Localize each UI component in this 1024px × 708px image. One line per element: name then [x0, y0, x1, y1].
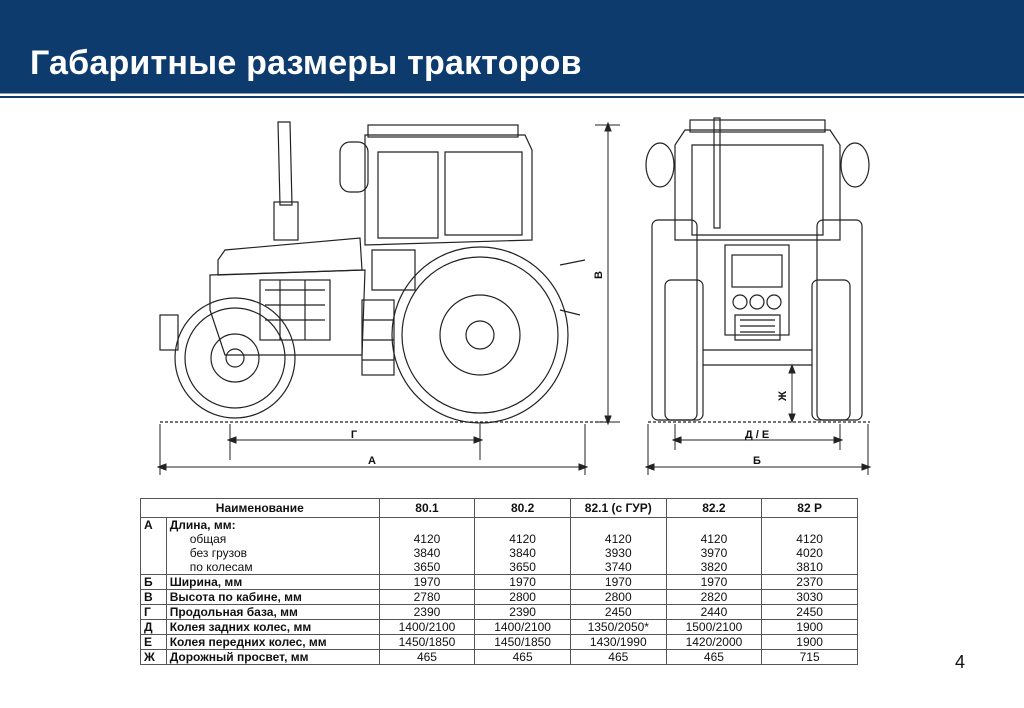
header-model: 80.1	[379, 499, 475, 518]
header-name: Наименование	[141, 499, 380, 518]
cell-value: 3810	[796, 560, 823, 574]
cell-value: 4120	[509, 532, 536, 546]
dim-label-b: Б	[753, 455, 761, 467]
dim-label-a: А	[368, 455, 376, 467]
cell-value: 465	[475, 650, 571, 665]
row-values	[666, 518, 762, 575]
row-name-label: Продольная база, мм	[169, 605, 298, 619]
cell-value: 715	[762, 650, 858, 665]
row-name	[166, 590, 379, 605]
cell-value: 3740	[604, 560, 632, 574]
row-code: А	[141, 518, 167, 575]
row-name	[166, 620, 379, 635]
table-header-row	[141, 499, 858, 518]
cell-value: 2390	[475, 605, 571, 620]
table-row	[141, 605, 858, 620]
row-code: Ж	[141, 650, 167, 665]
cell-value: 1450/1850	[475, 635, 571, 650]
row-name-label: Дорожный просвет, мм	[169, 650, 309, 664]
cell-value: 4120	[604, 532, 632, 546]
row-name	[166, 635, 379, 650]
row-values	[570, 518, 666, 575]
header-divider	[0, 93, 1024, 98]
specs-table	[140, 498, 858, 665]
cell-value: 1500/2100	[666, 620, 762, 635]
cell-value: 1430/1990	[570, 635, 666, 650]
header-model: 82.1 (с ГУР)	[570, 499, 666, 518]
page-number: 4	[955, 652, 966, 672]
cell-value: 4120	[700, 532, 728, 546]
cell-value: 2800	[570, 590, 666, 605]
cell-value: 4120	[796, 532, 823, 546]
row-values	[762, 518, 858, 575]
cell-value: 2800	[475, 590, 571, 605]
table-row	[141, 518, 858, 575]
cell-value: 3030	[762, 590, 858, 605]
table-row	[141, 575, 858, 590]
row-name-label: Высота по кабине, мм	[169, 590, 302, 604]
slide-title: Габаритные размеры тракторов	[30, 44, 582, 82]
row-name-label: Колея передних колес, мм	[169, 635, 327, 649]
header-model: 80.2	[475, 499, 571, 518]
row-code: Е	[141, 635, 167, 650]
cell-value: 3930	[604, 546, 632, 560]
row-name-label: Длина, мм:	[169, 518, 236, 532]
table-row	[141, 620, 858, 635]
cell-value: 1900	[762, 635, 858, 650]
dim-label-track: Д / Е	[744, 429, 770, 441]
row-sub-label: без грузов	[189, 546, 248, 560]
tractor-drawing-svg	[140, 110, 880, 480]
row-sub-label: общая	[189, 532, 227, 546]
cell-value: 1970	[666, 575, 762, 590]
cell-value: 1970	[570, 575, 666, 590]
row-name	[166, 605, 379, 620]
table-row	[141, 650, 858, 665]
cell-value: 2780	[379, 590, 475, 605]
cell-value: 2450	[570, 605, 666, 620]
cell-value: 3650	[509, 560, 536, 574]
row-name-label: Ширина, мм	[169, 575, 243, 589]
cell-value: 4020	[796, 546, 823, 560]
cell-value: 1350/2050*	[570, 620, 666, 635]
cell-value: 4120	[413, 532, 441, 546]
cell-value: 3840	[413, 546, 441, 560]
row-values	[379, 518, 475, 575]
row-name	[166, 518, 379, 575]
cell-value: 465	[570, 650, 666, 665]
cell-value: 2450	[762, 605, 858, 620]
cell-value: 3820	[700, 560, 728, 574]
cell-value: 2390	[379, 605, 475, 620]
tractor-drawing	[140, 110, 880, 480]
header-model: 82 Р	[762, 499, 858, 518]
slide-header	[0, 0, 1024, 93]
cell-value: 2370	[762, 575, 858, 590]
row-code: Б	[141, 575, 167, 590]
cell-value: 1970	[475, 575, 571, 590]
cell-value: 3970	[700, 546, 728, 560]
dim-label-zh: Ж	[777, 391, 789, 401]
cell-value: 465	[666, 650, 762, 665]
cell-value: 1400/2100	[475, 620, 571, 635]
cell-value: 1420/2000	[666, 635, 762, 650]
row-name	[166, 575, 379, 590]
cell-value: 1400/2100	[379, 620, 475, 635]
cell-value: 1900	[762, 620, 858, 635]
table-row	[141, 635, 858, 650]
dim-label-v: В	[593, 271, 605, 279]
row-code: В	[141, 590, 167, 605]
cell-value: 1970	[379, 575, 475, 590]
row-code: Д	[141, 620, 167, 635]
row-sub-label: по колесам	[189, 560, 253, 574]
row-name	[166, 650, 379, 665]
cell-value: 2820	[666, 590, 762, 605]
cell-value: 465	[379, 650, 475, 665]
table-row	[141, 590, 858, 605]
row-values	[475, 518, 571, 575]
header-model: 82.2	[666, 499, 762, 518]
cell-value: 3650	[413, 560, 441, 574]
dim-label-g: Г	[350, 429, 358, 441]
row-code: Г	[141, 605, 167, 620]
cell-value: 2440	[666, 605, 762, 620]
cell-value: 1450/1850	[379, 635, 475, 650]
row-name-label: Колея задних колес, мм	[169, 620, 312, 634]
cell-value: 3840	[509, 546, 536, 560]
